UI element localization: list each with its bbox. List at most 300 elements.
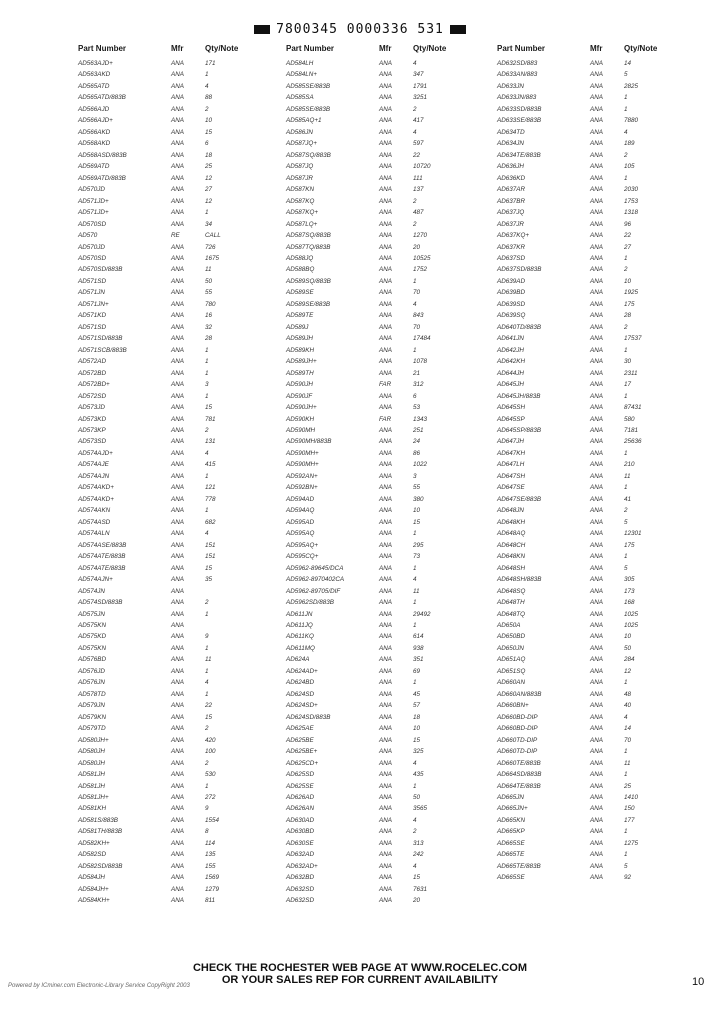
mfr-cell: ANA xyxy=(379,530,392,538)
table-row xyxy=(78,849,288,860)
part-number-cell: AD571SD/883B xyxy=(78,335,123,343)
qty-note-cell: 40 xyxy=(624,702,632,710)
qty-note-cell: 11 xyxy=(205,266,212,274)
qty-note-cell: 4 xyxy=(413,128,417,136)
part-number-cell: AD579TD xyxy=(78,725,106,733)
part-number-cell: AD581TH/883B xyxy=(78,828,123,836)
mfr-cell: ANA xyxy=(590,495,603,503)
table-row xyxy=(78,746,288,757)
notice-line-1: CHECK THE ROCHESTER WEB PAGE AT WWW.ROCELEC.COM xyxy=(192,962,528,974)
part-number-cell: AD5962-8970402CA xyxy=(286,576,345,584)
header-qty-note: Qty/Note xyxy=(205,44,239,53)
table-row xyxy=(497,230,707,241)
table-row xyxy=(78,414,288,425)
part-number-cell: AD568AKD xyxy=(78,140,111,148)
mfr-cell: ANA xyxy=(379,151,392,159)
part-number-cell: AD569ATD xyxy=(78,163,110,171)
qty-note-cell: 1 xyxy=(624,851,628,859)
table-row xyxy=(78,115,288,126)
part-number-cell: AD660AN/883B xyxy=(497,690,542,698)
qty-note-cell: 87431 xyxy=(624,404,642,412)
mfr-cell: ANA xyxy=(590,415,603,423)
table-row xyxy=(497,379,707,390)
mfr-cell: ANA xyxy=(171,186,184,194)
qty-note-cell: 15 xyxy=(413,736,421,744)
mfr-cell: ANA xyxy=(379,564,392,572)
table-row xyxy=(286,345,496,356)
qty-note-cell: 28 xyxy=(205,335,213,343)
table-row xyxy=(78,448,288,459)
table-row xyxy=(78,482,288,493)
qty-note-cell: 7631 xyxy=(413,885,428,893)
part-number-cell: AD587JQ+ xyxy=(286,140,317,148)
mfr-cell: ANA xyxy=(171,484,184,492)
mfr-cell: ANA xyxy=(379,243,392,251)
mfr-cell: ANA xyxy=(171,289,184,297)
table-row xyxy=(286,758,496,769)
part-number-cell: AD565ATD xyxy=(78,82,110,90)
mfr-cell: ANA xyxy=(379,518,392,526)
qty-note-cell: 2 xyxy=(205,599,209,607)
table-row xyxy=(78,735,288,746)
table-row xyxy=(286,287,496,298)
mfr-cell: ANA xyxy=(379,300,392,308)
part-number-cell: AD566AJD xyxy=(78,105,110,113)
qty-note-cell: 778 xyxy=(205,495,216,503)
table-row xyxy=(78,161,288,172)
mfr-cell: ANA xyxy=(171,541,184,549)
mfr-cell: ANA xyxy=(379,369,392,377)
part-number-cell: AD563AKD xyxy=(78,71,111,79)
table-row xyxy=(497,849,707,860)
header-mfr: Mfr xyxy=(379,44,392,53)
part-number-cell: AD581JH xyxy=(78,771,105,779)
part-number-cell: AD588BQ xyxy=(286,266,315,274)
qty-note-cell: 20 xyxy=(413,897,421,905)
qty-note-cell: 50 xyxy=(413,794,421,801)
qty-note-cell: 1 xyxy=(624,94,628,102)
part-number-cell: AD573KP xyxy=(78,427,106,434)
table-row xyxy=(497,563,707,574)
table-row xyxy=(497,792,707,803)
table-row xyxy=(78,322,288,333)
qty-note-cell: 12 xyxy=(624,667,632,675)
qty-note-cell: 173 xyxy=(624,587,635,595)
table-row xyxy=(497,654,707,665)
table-row xyxy=(78,643,288,654)
qty-note-cell: 843 xyxy=(413,312,424,320)
mfr-cell: ANA xyxy=(379,553,392,561)
qty-note-cell: 811 xyxy=(205,897,216,905)
part-number-cell: AD624BD xyxy=(286,679,315,687)
mfr-cell: ANA xyxy=(171,874,184,882)
table-row xyxy=(497,586,707,597)
part-number-cell: AD624A xyxy=(286,656,310,664)
part-number-cell: AD570SD/883B xyxy=(78,266,123,274)
document-code xyxy=(0,22,720,37)
table-row xyxy=(78,138,288,149)
table-row xyxy=(497,81,707,92)
part-number-cell: AD586JN xyxy=(286,128,313,136)
table-row xyxy=(286,242,496,253)
part-number-cell: AD573SD xyxy=(78,438,107,446)
table-row xyxy=(78,861,288,872)
mfr-cell: ANA xyxy=(590,323,603,331)
table-row xyxy=(78,826,288,837)
qty-note-cell: 86 xyxy=(413,449,421,457)
table-row xyxy=(78,287,288,298)
part-number-cell: AD576BD xyxy=(78,656,107,664)
part-number-cell: AD587JQ xyxy=(286,163,314,171)
table-row xyxy=(78,586,288,597)
qty-note-cell: 34 xyxy=(205,220,213,228)
qty-note-cell: 4 xyxy=(413,300,417,308)
mfr-cell: ANA xyxy=(379,610,392,618)
qty-note-cell: 41 xyxy=(624,495,632,503)
table-row xyxy=(286,69,496,80)
mfr-cell: ANA xyxy=(171,472,184,480)
part-number-cell: AD5962-89705/DIF xyxy=(286,587,341,595)
qty-note-cell: 1 xyxy=(624,346,628,354)
part-number-cell: AD580JH+ xyxy=(78,736,109,744)
column-header xyxy=(286,44,496,58)
part-number-cell: AD589TE xyxy=(286,312,314,320)
mfr-cell: ANA xyxy=(171,816,184,824)
part-number-cell: AD632SD/883 xyxy=(497,60,538,67)
mfr-cell: ANA xyxy=(171,82,184,90)
qty-note-cell: 1078 xyxy=(413,358,428,366)
table-row xyxy=(497,700,707,711)
part-number-cell: AD624AD+ xyxy=(286,667,318,675)
table-row xyxy=(497,276,707,287)
qty-note-cell: 10720 xyxy=(413,163,431,171)
parts-column-3 xyxy=(497,44,707,884)
qty-note-cell: 10 xyxy=(624,277,632,285)
mfr-cell: ANA xyxy=(379,289,392,297)
qty-note-cell: 325 xyxy=(413,748,424,756)
part-number-cell: AD660BD-DIP xyxy=(497,713,538,721)
table-row xyxy=(497,92,707,103)
part-number-cell: AD633SD/883B xyxy=(497,105,542,113)
qty-note-cell: 1 xyxy=(624,392,628,400)
qty-note-cell: 1 xyxy=(205,346,209,354)
mfr-cell: ANA xyxy=(590,725,603,733)
qty-note-cell: 155 xyxy=(205,862,216,870)
part-number-cell: AD637JQ xyxy=(497,209,525,217)
part-number-cell: AD594AD xyxy=(286,495,315,503)
qty-note-cell: 1 xyxy=(205,644,209,652)
qty-note-cell: 1279 xyxy=(205,885,220,893)
part-number-cell: AD587KQ+ xyxy=(286,209,319,217)
qty-note-cell: 1 xyxy=(413,599,417,607)
table-row xyxy=(78,528,288,539)
qty-note-cell: 12301 xyxy=(624,530,642,538)
mfr-cell: ANA xyxy=(379,277,392,285)
table-row xyxy=(286,769,496,780)
part-number-cell: AD633JN xyxy=(497,82,524,90)
table-row xyxy=(497,161,707,172)
mfr-cell: ANA xyxy=(171,163,184,171)
qty-note-cell: 417 xyxy=(413,117,424,125)
part-number-cell: AD571SCB/883B xyxy=(78,346,127,354)
part-number-cell: AD665KP xyxy=(497,828,525,836)
mfr-cell: ANA xyxy=(379,885,392,893)
mfr-cell: ANA xyxy=(590,197,603,205)
part-number-cell: AD570JD xyxy=(78,243,105,251)
part-number-cell: AD5962-89645/DCA xyxy=(286,564,344,572)
table-row xyxy=(286,448,496,459)
mfr-cell: ANA xyxy=(171,587,184,595)
mfr-cell: ANA xyxy=(171,266,184,274)
table-row xyxy=(497,723,707,734)
mfr-cell: ANA xyxy=(171,736,184,744)
mfr-cell: ANA xyxy=(171,94,184,102)
table-row xyxy=(286,838,496,849)
qty-note-cell: 1 xyxy=(624,449,628,457)
mfr-cell: ANA xyxy=(379,140,392,148)
table-row xyxy=(286,895,496,906)
qty-note-cell: 15 xyxy=(413,518,421,526)
qty-note-cell: 1025 xyxy=(624,610,639,618)
qty-note-cell: 30 xyxy=(624,358,632,366)
qty-note-cell: 105 xyxy=(624,163,635,171)
mfr-cell: ANA xyxy=(590,404,603,412)
qty-note-cell: 6 xyxy=(205,140,209,148)
mfr-cell: ANA xyxy=(379,736,392,744)
table-row xyxy=(497,287,707,298)
header-part-number: Part Number xyxy=(286,44,335,53)
table-row xyxy=(497,150,707,161)
mfr-cell: ANA xyxy=(171,759,184,767)
mfr-cell: ANA xyxy=(379,495,392,503)
part-number-cell: AD570 xyxy=(78,232,98,240)
qty-note-cell: 1569 xyxy=(205,874,220,882)
mfr-cell: ANA xyxy=(379,312,392,320)
qty-note-cell: 20 xyxy=(413,243,421,251)
qty-note-cell: 14 xyxy=(624,725,632,733)
qty-note-cell: 347 xyxy=(413,71,424,79)
table-row xyxy=(286,884,496,895)
part-number-cell: AD624SD/883B xyxy=(286,713,331,721)
mfr-cell: ANA xyxy=(171,564,184,572)
part-number-cell: AD584LH xyxy=(286,60,314,67)
table-row xyxy=(497,345,707,356)
part-number-cell: AD648SQ xyxy=(497,587,526,595)
qty-note-cell: 1 xyxy=(413,679,417,687)
qty-note-cell: 530 xyxy=(205,771,216,779)
qty-note-cell: 11 xyxy=(624,759,631,767)
qty-note-cell: 15 xyxy=(413,874,421,882)
part-number-cell: AD582SD/883B xyxy=(78,862,123,870)
part-number-cell: AD587LQ+ xyxy=(286,220,318,228)
part-number-cell: AD645SP xyxy=(497,415,525,423)
qty-note-cell: 1275 xyxy=(624,839,639,847)
qty-note-cell: 5 xyxy=(624,862,628,870)
mfr-cell: ANA xyxy=(171,404,184,412)
qty-note-cell: 24 xyxy=(413,438,421,446)
qty-note-cell: 1 xyxy=(413,530,417,538)
table-row xyxy=(78,792,288,803)
qty-note-cell: 4 xyxy=(624,713,628,721)
table-row xyxy=(497,597,707,608)
table-row xyxy=(78,58,288,69)
part-number-cell: AD650BD xyxy=(497,633,526,641)
mfr-cell: ANA xyxy=(379,346,392,354)
qty-note-cell: 171 xyxy=(205,60,216,67)
part-number-cell: AD582SD xyxy=(78,851,107,859)
mfr-cell: ANA xyxy=(379,621,392,629)
qty-note-cell: 15 xyxy=(205,564,213,572)
table-row xyxy=(286,276,496,287)
table-row xyxy=(78,563,288,574)
table-row xyxy=(286,459,496,470)
mfr-cell: ANA xyxy=(590,220,603,228)
mfr-cell: ANA xyxy=(171,335,184,343)
qty-note-cell: 1 xyxy=(624,254,628,262)
qty-note-cell: 1318 xyxy=(624,209,639,217)
mfr-cell: FAR xyxy=(379,381,392,389)
part-number-cell: AD630AD xyxy=(286,816,315,824)
table-row xyxy=(78,471,288,482)
mfr-cell: ANA xyxy=(590,369,603,377)
table-row xyxy=(78,803,288,814)
part-number-cell: AD641JN xyxy=(497,335,524,343)
table-row xyxy=(78,104,288,115)
mfr-cell: ANA xyxy=(379,117,392,125)
part-number-cell: AD648KN xyxy=(497,553,526,561)
part-number-cell: AD572AD xyxy=(78,358,107,366)
part-number-cell: AD569ATD/883B xyxy=(78,174,126,182)
qty-note-cell: 1 xyxy=(205,209,209,217)
table-row xyxy=(497,551,707,562)
part-number-cell: AD595AQ xyxy=(286,530,315,538)
mfr-cell: ANA xyxy=(379,897,392,905)
part-number-cell: AD574AKN xyxy=(78,507,111,515)
table-row xyxy=(286,414,496,425)
qty-note-cell: 284 xyxy=(624,656,635,664)
qty-note-cell: 69 xyxy=(413,667,421,675)
part-number-cell: AD634TD xyxy=(497,128,525,136)
table-row xyxy=(78,173,288,184)
mfr-cell: ANA xyxy=(171,151,184,159)
qty-note-cell: 2 xyxy=(413,828,417,836)
mfr-cell: ANA xyxy=(590,346,603,354)
qty-note-cell: 150 xyxy=(624,805,635,813)
mfr-cell: ANA xyxy=(379,232,392,240)
table-row xyxy=(78,597,288,608)
header-mfr: Mfr xyxy=(171,44,184,53)
table-row xyxy=(78,333,288,344)
mfr-cell: ANA xyxy=(379,599,392,607)
qty-note-cell: 2 xyxy=(205,427,209,434)
table-row xyxy=(497,414,707,425)
table-row xyxy=(497,207,707,218)
mfr-cell: ANA xyxy=(590,209,603,217)
part-number-cell: AD636JH xyxy=(497,163,524,171)
table-row xyxy=(497,471,707,482)
qty-note-cell: 7880 xyxy=(624,117,639,125)
mfr-cell: ANA xyxy=(590,576,603,584)
qty-note-cell: 189 xyxy=(624,140,635,148)
mfr-cell: ANA xyxy=(379,771,392,779)
part-number-cell: AD633JN/883 xyxy=(497,94,537,102)
table-row xyxy=(78,207,288,218)
qty-note-cell: 2 xyxy=(624,151,628,159)
table-row xyxy=(78,838,288,849)
mfr-cell: ANA xyxy=(379,713,392,721)
qty-note-cell: 682 xyxy=(205,518,216,526)
mfr-cell: ANA xyxy=(379,71,392,79)
part-number-cell: AD570SD xyxy=(78,220,107,228)
table-row xyxy=(78,505,288,516)
mfr-cell: ANA xyxy=(171,507,184,515)
mfr-cell: ANA xyxy=(171,530,184,538)
table-row xyxy=(286,803,496,814)
table-row xyxy=(286,173,496,184)
mfr-cell: ANA xyxy=(171,621,184,629)
table-row xyxy=(497,689,707,700)
part-number-cell: AD571JD+ xyxy=(78,209,109,217)
mfr-cell: ANA xyxy=(590,243,603,251)
table-row xyxy=(286,356,496,367)
table-row xyxy=(497,803,707,814)
mfr-cell: ANA xyxy=(379,392,392,400)
part-number-cell: AD590MH+ xyxy=(286,449,319,457)
table-row xyxy=(286,586,496,597)
table-row xyxy=(497,769,707,780)
qty-note-cell: 2 xyxy=(205,725,209,733)
part-number-cell: AD645JH xyxy=(497,381,524,389)
part-number-cell: AD581JH xyxy=(78,782,105,790)
mfr-cell: ANA xyxy=(379,449,392,457)
part-number-cell: AD644JH xyxy=(497,369,524,377)
table-row xyxy=(286,666,496,677)
table-row xyxy=(497,861,707,872)
mfr-cell: ANA xyxy=(590,140,603,148)
mfr-cell: ANA xyxy=(590,71,603,79)
qty-note-cell: 1 xyxy=(624,105,628,113)
qty-note-cell: 3 xyxy=(205,381,209,389)
qty-note-cell: 1 xyxy=(205,369,209,377)
mfr-cell: ANA xyxy=(171,690,184,698)
part-number-cell: AD590MH xyxy=(286,427,316,434)
part-number-cell: AD568ASD/883B xyxy=(78,151,127,159)
part-number-cell: AD585AQ+1 xyxy=(286,117,322,125)
part-number-cell: AD665KN xyxy=(497,816,526,824)
table-row xyxy=(78,574,288,585)
table-row xyxy=(286,230,496,241)
qty-note-cell: 29492 xyxy=(413,610,431,618)
mfr-cell: ANA xyxy=(171,862,184,870)
table-row xyxy=(78,127,288,138)
part-number-cell: AD648AQ xyxy=(497,530,526,538)
mfr-cell: ANA xyxy=(379,220,392,228)
table-row xyxy=(286,735,496,746)
table-row xyxy=(286,150,496,161)
part-number-cell: AD625AE xyxy=(286,725,314,733)
table-row xyxy=(286,402,496,413)
table-row xyxy=(286,391,496,402)
part-number-cell: AD624SD xyxy=(286,690,315,698)
mfr-cell: ANA xyxy=(171,461,184,469)
notice-line-2: OR YOUR SALES REP FOR CURRENT AVAILABILITY xyxy=(221,974,499,986)
qty-note-cell: 25 xyxy=(205,163,213,171)
mfr-cell: ANA xyxy=(379,725,392,733)
qty-note-cell: 210 xyxy=(624,461,635,469)
qty-note-cell: 1925 xyxy=(624,289,639,297)
mfr-cell: ANA xyxy=(590,254,603,262)
mfr-cell: ANA xyxy=(590,381,603,389)
